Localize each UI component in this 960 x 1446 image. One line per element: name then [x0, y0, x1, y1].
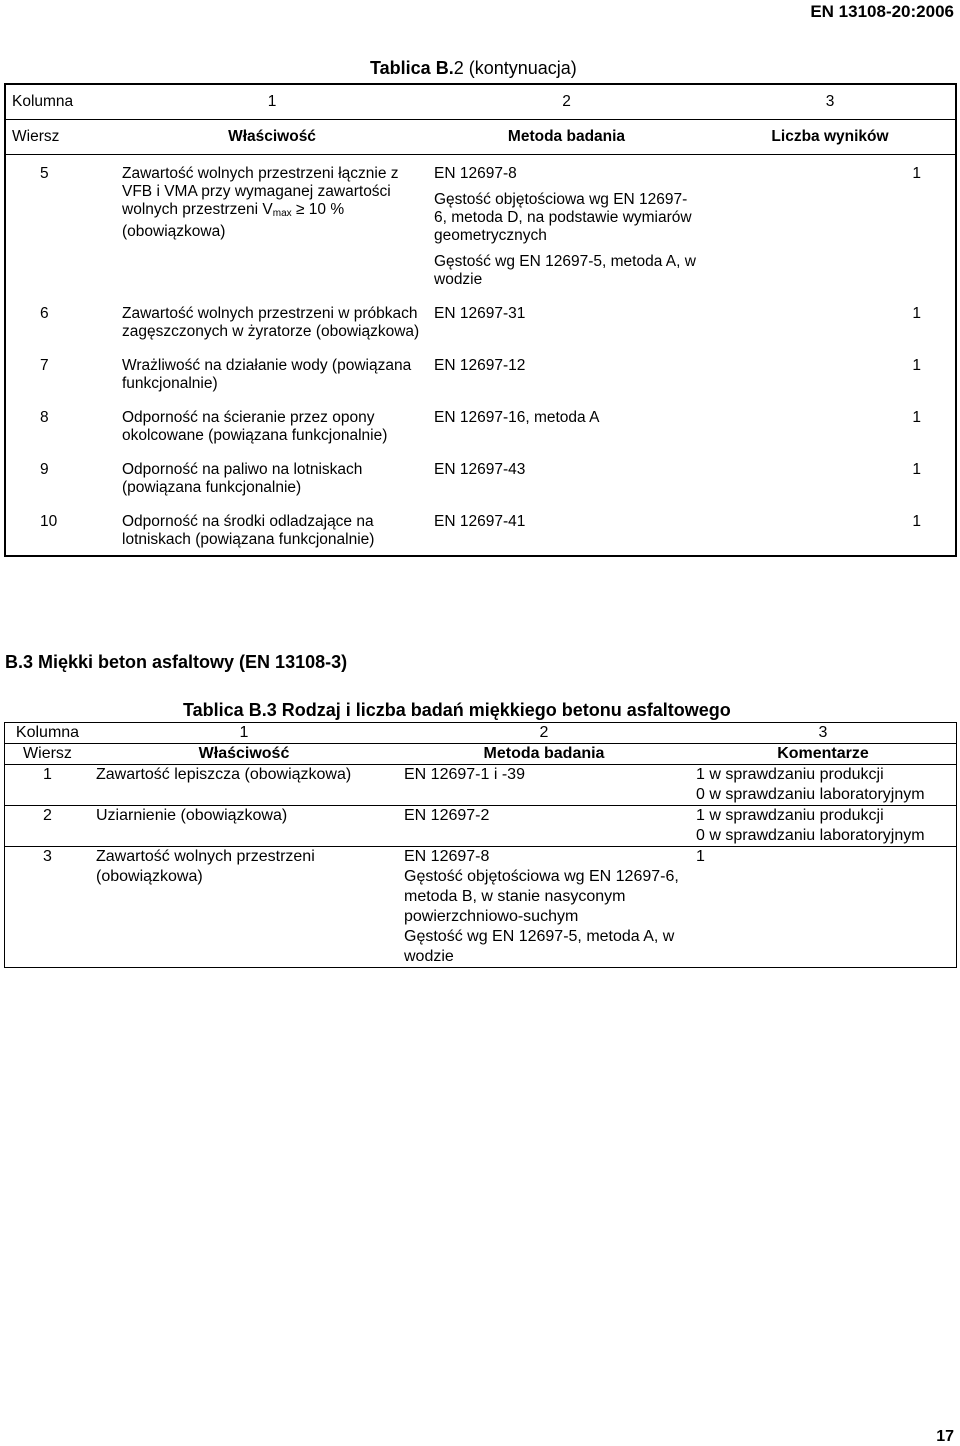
- row-method: EN 12697-31: [434, 305, 526, 322]
- row-method: EN 12697-2: [398, 806, 690, 847]
- row-property: Odporność na paliwo na lotniskach (powiązana funkcjonalnie): [122, 461, 363, 496]
- header-property: Właściwość: [90, 744, 398, 765]
- row-method: EN 12697-1 i -39: [398, 765, 690, 806]
- table-row: [5, 451, 956, 503]
- row-property: Zawartość wolnych przestrzeni w próbkach zagęszczonych w żyratorze (obowiązkowa): [122, 305, 420, 340]
- row-property: Zawartość wolnych przestrzeni (obowiązkowa): [90, 847, 398, 968]
- row-number: 5: [40, 165, 49, 182]
- wiersz-label: Wiersz: [5, 120, 116, 155]
- table-b3: [4, 722, 957, 968]
- row-property: Uziarnienie (obowiązkowa): [90, 806, 398, 847]
- row-property: Odporność na ścieranie przez opony okolcowane (powiązana funkcjonalnie): [122, 409, 388, 444]
- col-number: 2: [428, 84, 705, 120]
- table2-caption: Tablica B.3 Rodzaj i liczba badań miękkiego betonu asfaltowego: [183, 700, 731, 720]
- col-number: 1: [90, 723, 398, 744]
- row-comments: 1: [690, 847, 957, 968]
- row-method: EN 12697-8 Gęstość objętościowa wg EN 12697-6, metoda B, w stanie nasyconym powierzchniowo-suchym Gęstość wg EN 12697-5, metoda A, w wodzie: [398, 847, 690, 968]
- table-row: [5, 847, 957, 968]
- row-property: Zawartość wolnych przestrzeni łącznie z VFB i VMA przy wymaganej zawartości wolnych przestrzeni $V_{max} \ge 10$ % (obowiązkowa): [122, 165, 399, 240]
- table1-caption: Tablica B.2 (kontynuacja): [370, 58, 577, 78]
- row-number: 9: [40, 461, 49, 478]
- row-method: EN 12697-8 Gęstość objętościowa wg EN 12697-6, metoda D, na podstawie wymiarów geometrycznych Gęstość wg EN 12697-5, metoda A, w wodzie: [434, 165, 696, 288]
- table-row: [5, 155, 956, 296]
- row-method: EN 12697-41: [434, 513, 526, 530]
- table-row: [5, 503, 956, 556]
- col-number: 1: [116, 84, 428, 120]
- table-row: [5, 84, 956, 120]
- row-number: 8: [40, 409, 49, 426]
- row-number: 2: [5, 806, 91, 847]
- row-number: 10: [40, 513, 58, 530]
- row-method: EN 12697-12: [434, 357, 526, 374]
- table-row: [5, 744, 957, 765]
- document-code: EN 13108-20:2006: [810, 2, 954, 21]
- table-row: [5, 399, 956, 451]
- table-b2-continued: [4, 83, 957, 557]
- header-property: Właściwość: [116, 120, 428, 155]
- section-title: B.3 Miękki beton asfaltowy (EN 13108-3): [5, 652, 348, 672]
- wiersz-label: Wiersz: [5, 744, 91, 765]
- row-result: 1: [912, 357, 921, 374]
- row-number: 7: [40, 357, 49, 374]
- row-property: Wrażliwość na działanie wody (powiązana funkcjonalnie): [122, 357, 412, 392]
- row-comments: 1 w sprawdzaniu produkcji 0 w sprawdzaniu laboratoryjnym: [690, 765, 957, 806]
- table-row: [5, 806, 957, 847]
- row-number: 6: [40, 305, 49, 322]
- row-comments: 1 w sprawdzaniu produkcji 0 w sprawdzaniu laboratoryjnym: [690, 806, 957, 847]
- row-result: 1: [912, 409, 921, 426]
- header-comments: Komentarze: [690, 744, 957, 765]
- row-property: Odporność na środki odladzające na lotniskach (powiązana funkcjonalnie): [122, 513, 375, 548]
- row-method: EN 12697-16, metoda A: [434, 409, 600, 426]
- row-result: 1: [912, 305, 921, 322]
- table-row: [5, 347, 956, 399]
- table-row: [5, 765, 957, 806]
- header-method: Metoda badania: [428, 120, 705, 155]
- row-number: 1: [5, 765, 91, 806]
- header-method: Metoda badania: [398, 744, 690, 765]
- row-result: 1: [912, 165, 921, 182]
- row-number: 3: [5, 847, 91, 968]
- col-number: 3: [690, 723, 957, 744]
- table-row: [5, 120, 956, 155]
- row-result: 1: [912, 461, 921, 478]
- table-row: [5, 295, 956, 347]
- row-result: 1: [912, 513, 921, 530]
- kolumna-label: Kolumna: [5, 84, 116, 120]
- col-number: 3: [705, 84, 956, 120]
- row-property: Zawartość lepiszcza (obowiązkowa): [90, 765, 398, 806]
- kolumna-label: Kolumna: [5, 723, 91, 744]
- page-number: 17: [936, 1428, 954, 1445]
- header-results: Liczba wyników: [705, 120, 956, 155]
- table-row: [5, 723, 957, 744]
- row-method: EN 12697-43: [434, 461, 526, 478]
- col-number: 2: [398, 723, 690, 744]
